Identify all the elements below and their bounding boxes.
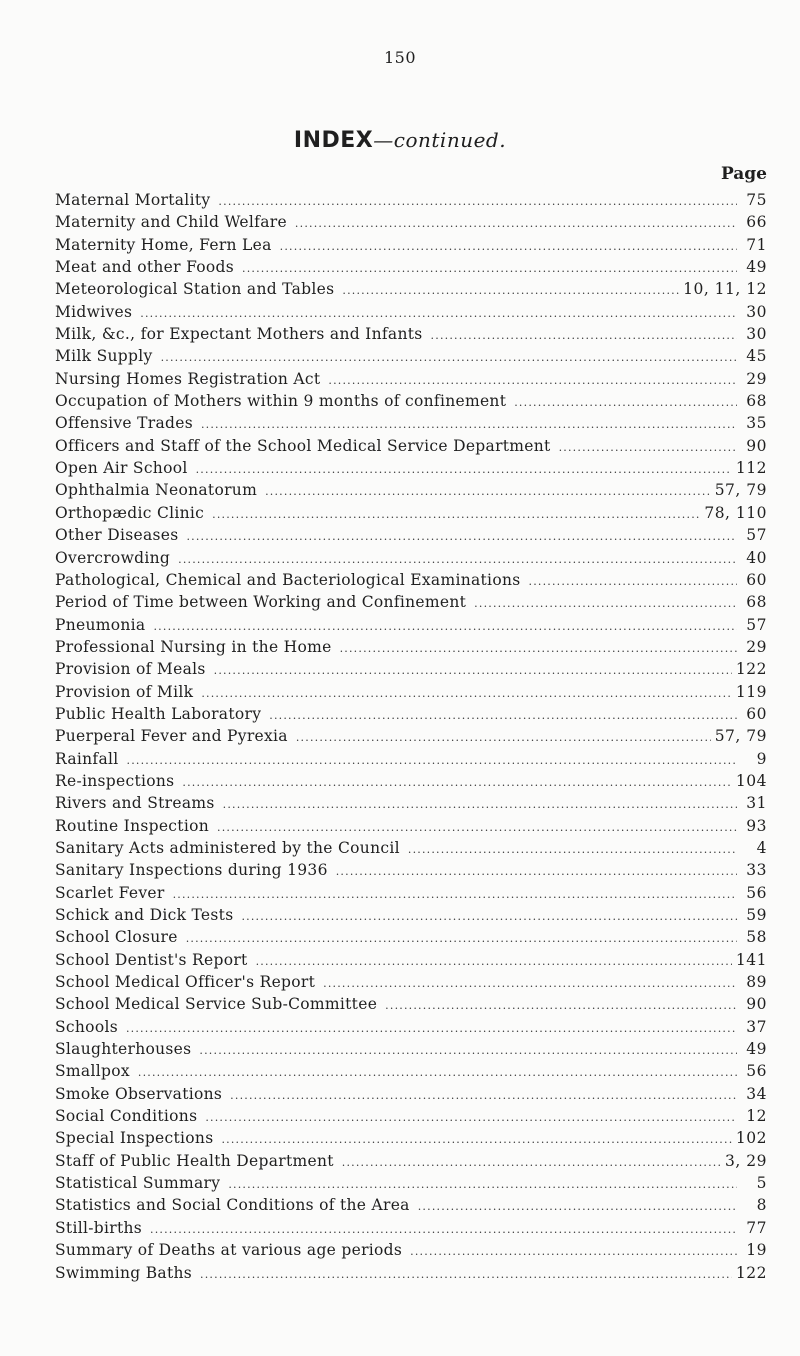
index-entry-pages: 112 <box>735 459 767 478</box>
dot-leader <box>242 262 737 275</box>
dot-leader <box>182 776 732 789</box>
dot-leader <box>385 999 737 1012</box>
index-entry-label: Swimming Baths <box>55 1263 193 1282</box>
index-entry-pages: 12 <box>746 1107 767 1126</box>
dot-leader <box>230 1089 737 1102</box>
index-entry-label: Special Inspections <box>55 1129 214 1148</box>
index-entry <box>55 303 767 325</box>
dot-leader <box>514 396 737 409</box>
index-entry-label: Orthopædic Clinic <box>55 503 205 522</box>
page-number: 150 <box>383 48 417 67</box>
index-entry <box>55 459 767 481</box>
index-entry <box>55 1196 767 1218</box>
dot-leader <box>214 664 732 677</box>
index-entry-label: Open Air School <box>55 459 188 478</box>
index-entry <box>55 1107 767 1129</box>
index-entry-pages: 75 <box>746 191 767 209</box>
index-entry-pages: 71 <box>746 235 767 254</box>
index-entry-label: Smallpox <box>55 1062 130 1081</box>
index-entry-label: Pneumonia <box>55 615 146 634</box>
index-entry <box>55 280 767 302</box>
dot-leader <box>228 1178 737 1191</box>
index-entry <box>55 236 767 258</box>
index-entry-pages: 3, 29 <box>725 1151 767 1170</box>
dot-leader <box>431 329 737 342</box>
index-entry-pages: 49 <box>746 1040 767 1059</box>
index-entry-pages: 93 <box>746 816 767 835</box>
dot-leader <box>212 508 700 521</box>
dot-leader <box>328 374 737 387</box>
index-entry-label: Milk, &c., for Expectant Mothers and Infants <box>55 325 423 344</box>
index-entry-label: Scarlet Fever <box>55 883 165 902</box>
index-entry-pages: 122 <box>735 660 767 679</box>
dot-leader <box>201 418 737 431</box>
dot-leader <box>221 1133 731 1146</box>
index-entry <box>55 660 767 682</box>
index-entry-label: Public Health Laboratory <box>55 704 262 723</box>
index-entry-label: Occupation of Mothers within 9 months of confinement <box>55 392 507 411</box>
index-entry-label: Rainfall <box>55 749 119 768</box>
index-entry <box>55 839 767 861</box>
index-continued-note: —continued. <box>373 128 507 152</box>
index-entry-label: Ophthalmia Neonatorum <box>55 481 258 500</box>
index-entry-label: Maternal Mortality <box>55 191 211 209</box>
index-entry <box>55 1129 767 1151</box>
dot-leader <box>217 821 737 834</box>
index-entry-pages: 102 <box>735 1129 767 1148</box>
dot-leader <box>161 351 737 364</box>
index-entry-pages: 119 <box>735 682 767 701</box>
dot-leader <box>140 307 737 320</box>
dot-leader <box>336 865 737 878</box>
index-entry <box>55 549 767 571</box>
dot-leader <box>323 977 737 990</box>
index-entry <box>55 973 767 995</box>
index-entry <box>55 1152 767 1174</box>
index-entry-label: School Medical Service Sub-Committee <box>55 995 378 1014</box>
index-entry <box>55 906 767 928</box>
dot-leader <box>418 1200 737 1213</box>
index-entry-label: Slaughterhouses <box>55 1040 192 1059</box>
dot-leader <box>127 754 738 767</box>
index-entry-pages: 40 <box>746 548 767 567</box>
index-entry-label: Sanitary Inspections during 1936 <box>55 861 328 880</box>
index-heading <box>0 128 800 153</box>
dot-leader <box>196 463 732 476</box>
index-entry-pages: 77 <box>746 1218 767 1237</box>
dot-leader <box>138 1066 737 1079</box>
index-entry-label: Routine Inspection <box>55 816 209 835</box>
index-entry <box>55 1062 767 1084</box>
index-entry <box>55 392 767 414</box>
index-entry-pages: 90 <box>746 995 767 1014</box>
dot-leader <box>280 240 737 253</box>
index-entry-pages: 31 <box>746 794 767 813</box>
index-entry-label: Still-births <box>55 1218 143 1237</box>
index-entry-label: Professional Nursing in the Home <box>55 637 332 656</box>
index-entry-pages: 104 <box>735 771 767 790</box>
index-entry-pages: 56 <box>746 1062 767 1081</box>
index-entry-label: Provision of Milk <box>55 682 194 701</box>
index-entry-label: Meteorological Station and Tables <box>55 280 335 299</box>
index-entry <box>55 1219 767 1241</box>
index-entry <box>55 191 767 213</box>
index-entry-pages: 57 <box>746 615 767 634</box>
index-entry-pages: 30 <box>746 325 767 344</box>
index-entry-label: Provision of Meals <box>55 660 206 679</box>
index-entry <box>55 526 767 548</box>
index-entry <box>55 1040 767 1062</box>
dot-leader <box>529 575 738 588</box>
index-entry-pages: 57 <box>746 526 767 545</box>
index-entry <box>55 727 767 749</box>
index-entry-label: Statistical Summary <box>55 1174 221 1193</box>
index-entry-pages: 90 <box>746 436 767 455</box>
index-entry-label: Maternity Home, Fern Lea <box>55 235 272 254</box>
index-entry-label: Pathological, Chemical and Bacteriological Examinations <box>55 570 521 589</box>
index-entry-pages: 68 <box>746 593 767 612</box>
index-entry <box>55 481 767 503</box>
index-entry-label: Social Conditions <box>55 1107 198 1126</box>
index-entry-label: School Dentist's Report <box>55 950 248 969</box>
dot-leader <box>150 1223 737 1236</box>
dot-leader <box>186 530 737 543</box>
dot-leader <box>201 687 732 700</box>
index-entry <box>55 1174 767 1196</box>
index-entry-pages: 78, 110 <box>704 503 767 522</box>
index-entry <box>55 258 767 280</box>
index-entry-pages: 68 <box>746 392 767 411</box>
index-entry-pages: 122 <box>735 1263 767 1282</box>
dot-leader <box>342 284 679 297</box>
index-entry-label: Statistics and Social Conditions of the Area <box>55 1196 410 1215</box>
dot-leader <box>199 1044 737 1057</box>
index-entry-label: Maternity and Child Welfare <box>55 213 287 232</box>
index-entry-pages: 37 <box>746 1017 767 1036</box>
index-entry <box>55 347 767 369</box>
dot-leader <box>173 888 737 901</box>
index-entry <box>55 213 767 235</box>
index-entry-label: Other Diseases <box>55 526 179 545</box>
index-entry <box>55 705 767 727</box>
index-entry-label: Officers and Staff of the School Medical Service Department <box>55 436 551 455</box>
index-entry <box>55 638 767 660</box>
index-entry <box>55 616 767 638</box>
index-entry <box>55 1264 767 1286</box>
index-entry-label: Offensive Trades <box>55 414 193 433</box>
index-entry-pages: 59 <box>746 906 767 924</box>
index-entry-label: Staff of Public Health Department <box>55 1151 334 1170</box>
index-entry <box>55 750 767 772</box>
dot-leader <box>153 620 737 633</box>
index-entry-pages: 45 <box>746 347 767 366</box>
dot-leader <box>559 441 737 454</box>
index-entry-pages: 56 <box>746 883 767 902</box>
dot-leader <box>186 932 737 945</box>
index-entry-pages: 35 <box>746 414 767 433</box>
index-entry-pages: 57, 79 <box>714 481 767 500</box>
index-entry-pages: 29 <box>746 369 767 388</box>
dot-leader <box>126 1022 737 1035</box>
index-entry-pages: 49 <box>746 258 767 277</box>
index-entry-pages: 4 <box>756 838 767 857</box>
index-entry <box>55 571 767 593</box>
dot-leader <box>474 597 737 610</box>
index-entry-label: Nursing Homes Registration Act <box>55 369 321 388</box>
dot-leader <box>256 955 732 968</box>
dot-leader <box>205 1111 737 1124</box>
index-entry-pages: 141 <box>735 950 767 969</box>
dot-leader <box>241 910 737 923</box>
index-entry-pages: 58 <box>746 928 767 947</box>
index-entry <box>55 928 767 950</box>
index-entry-label: Milk Supply <box>55 347 153 366</box>
index-entry-label: Smoke Observations <box>55 1084 223 1103</box>
index-entry-label: Midwives <box>55 302 133 321</box>
dot-leader <box>269 709 737 722</box>
index-entry-pages: 34 <box>746 1084 767 1103</box>
index-entry-pages: 60 <box>746 570 767 589</box>
dot-leader <box>223 798 737 811</box>
index-entry-label: Meat and other Foods <box>55 258 235 277</box>
index-entry-label: Period of Time between Working and Confinement <box>55 593 467 612</box>
dot-leader <box>342 1156 721 1169</box>
index-entry <box>55 1085 767 1107</box>
index-entry <box>55 817 767 839</box>
index-entry-label: Overcrowding <box>55 548 171 567</box>
index-entry <box>55 370 767 392</box>
index-entry <box>55 951 767 973</box>
dot-leader <box>295 217 737 230</box>
index-entry <box>55 995 767 1017</box>
index-entry-label: School Closure <box>55 928 178 947</box>
index-entry <box>55 1018 767 1040</box>
index-entry-pages: 66 <box>746 213 767 232</box>
index-entry-label: Puerperal Fever and Pyrexia <box>55 727 288 746</box>
dot-leader <box>178 553 737 566</box>
index-title: INDEX <box>293 128 374 153</box>
index-entry-pages: 5 <box>756 1174 767 1193</box>
index-entry <box>55 504 767 526</box>
index-entry-pages: 60 <box>746 704 767 723</box>
dot-leader <box>200 1268 732 1281</box>
index-entry-pages: 9 <box>756 749 767 768</box>
index-entry <box>55 884 767 906</box>
index-entry <box>55 1241 767 1263</box>
index-entry <box>55 861 767 883</box>
index-entry-pages: 33 <box>746 861 767 880</box>
page-column-label: Page <box>720 164 767 184</box>
dot-leader <box>340 642 737 655</box>
index-entry-label: Schools <box>55 1017 118 1036</box>
index-entry <box>55 794 767 816</box>
dot-leader <box>218 195 737 208</box>
index-entry-pages: 29 <box>746 637 767 656</box>
index-entry-pages: 57, 79 <box>714 727 767 746</box>
index-entry-pages: 89 <box>746 973 767 992</box>
index-entry <box>55 325 767 347</box>
dot-leader <box>265 485 711 498</box>
dot-leader <box>410 1245 737 1258</box>
index-entry <box>55 593 767 615</box>
index-entry <box>55 772 767 794</box>
index-entry-list <box>55 191 767 1286</box>
index-entry-label: Summary of Deaths at various age periods <box>55 1241 403 1260</box>
index-entry-pages: 30 <box>746 302 767 321</box>
index-entry-label: Sanitary Acts administered by the Council <box>55 838 400 857</box>
index-entry-pages: 8 <box>756 1196 767 1215</box>
index-entry-label: School Medical Officer's Report <box>55 973 316 992</box>
dot-leader <box>408 843 737 856</box>
index-entry <box>55 437 767 459</box>
index-entry <box>55 414 767 436</box>
index-entry-pages: 19 <box>746 1241 767 1260</box>
dot-leader <box>296 731 711 744</box>
index-entry <box>55 683 767 705</box>
index-entry-pages: 10, 11, 12 <box>683 280 767 299</box>
index-entry-label: Rivers and Streams <box>55 794 215 813</box>
index-entry-label: Re-inspections <box>55 771 175 790</box>
index-entry-label: Schick and Dick Tests <box>55 906 234 924</box>
